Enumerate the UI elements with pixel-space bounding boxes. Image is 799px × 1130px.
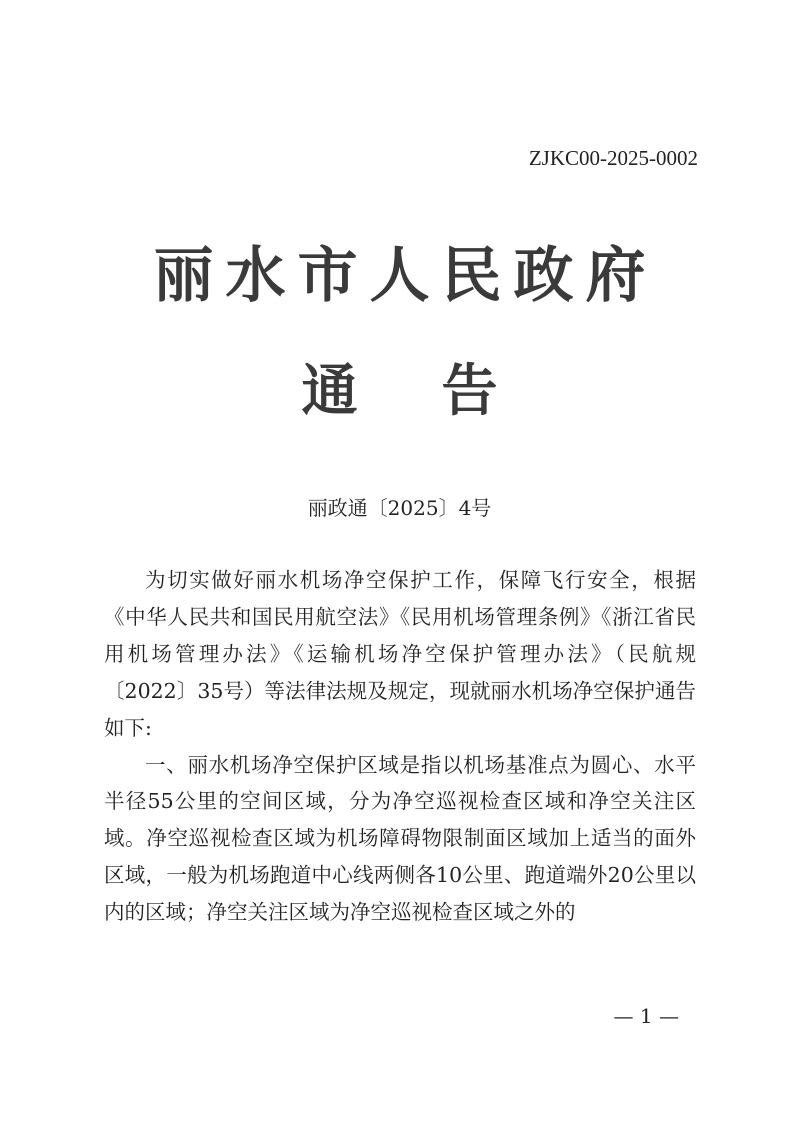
notice-body <box>104 562 696 931</box>
body-paragraph-intro: 为切实做好丽水机场净空保护工作，保障飞行安全，根据《中华人民共和国民用航空法》《民用机场管理条例》《浙江省民用机场管理办法》《运输机场净空保护管理办法》（民航规〔2022〕35号）等法律法规及规定，现就丽水机场净空保护通告如下: <box>104 568 696 740</box>
notice-title: 通告 <box>301 359 582 424</box>
issue-number: 丽政通〔2025〕4号 <box>307 496 492 520</box>
page-number: — 1 — <box>613 1004 679 1028</box>
issuing-authority-title: 丽水市人民政府 <box>153 241 658 311</box>
body-paragraph-clause-1: 一、丽水机场净空保护区域是指以机场基准点为圆心、水平半径55公里的空间区域，分为净空巡视检查区域和净空关注区域。净空巡视检查区域为机场障碍物限制面区域加上适当的面外区域，一般为机场跑道中心线两侧各10公里、跑道端外20公里以内的区域；净空关注区域为净空巡视检查区域之外的 <box>104 752 696 925</box>
document-code: ZJKC00-2025-0002 <box>528 146 698 170</box>
